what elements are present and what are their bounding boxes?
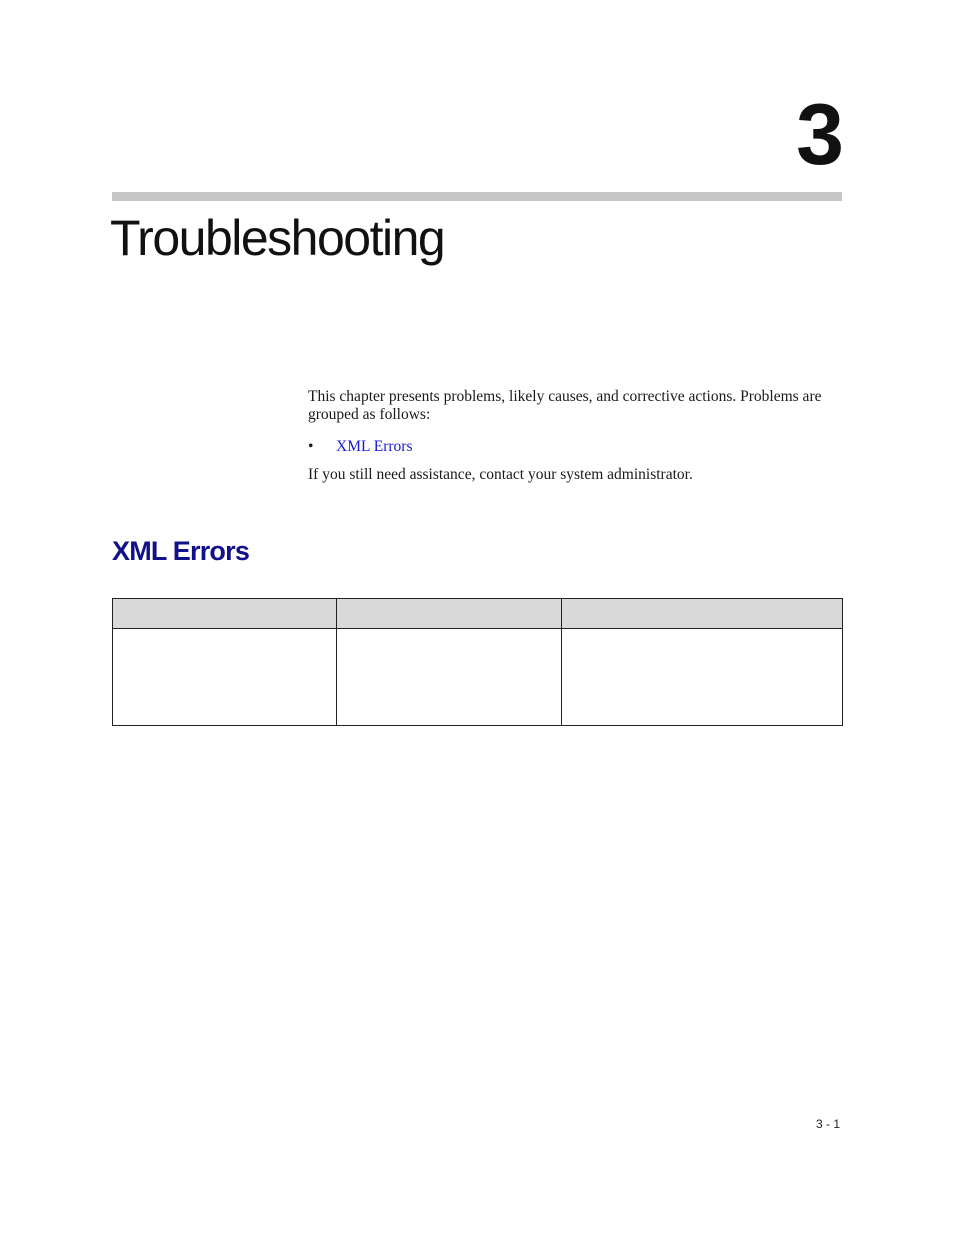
- table-cell: [337, 629, 562, 726]
- chapter-number: 3: [796, 87, 842, 183]
- table-header-cell: [113, 599, 337, 629]
- table-header-cell: [337, 599, 562, 629]
- table-cell: [113, 629, 337, 726]
- xml-errors-link[interactable]: XML Errors: [336, 438, 413, 455]
- table-header-cell: [562, 599, 843, 629]
- list-item: [308, 438, 848, 456]
- xml-errors-table: [112, 598, 843, 726]
- topic-list: [308, 438, 848, 456]
- intro-paragraph: This chapter presents problems, likely causes, and corrective actions. Problems are grouped as follows:: [308, 388, 822, 423]
- section-heading: XML Errors: [112, 536, 250, 566]
- assistance-paragraph: If you still need assistance, contact your system administrator.: [308, 466, 693, 483]
- chapter-rule: [112, 192, 842, 201]
- bullet-icon: •: [308, 438, 314, 455]
- intro-section: [308, 388, 848, 484]
- page-number: 3 - 1: [815, 1117, 840, 1131]
- table-row: [113, 629, 843, 726]
- table-header-row: [113, 599, 843, 629]
- table-cell: [562, 629, 843, 726]
- chapter-title: Troubleshooting: [110, 210, 445, 266]
